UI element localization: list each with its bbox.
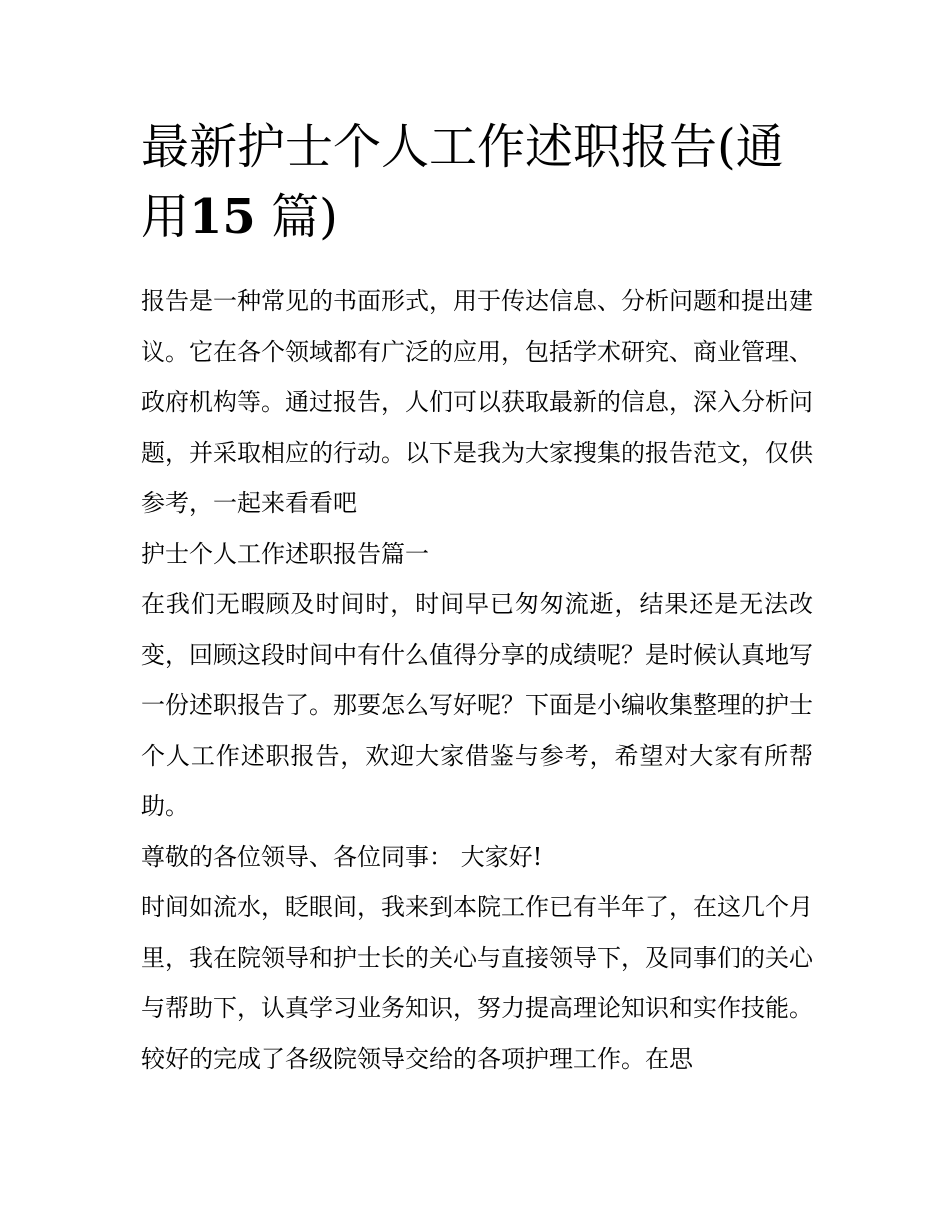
document-title [141,112,813,252]
intro-paragraph: 报告是一种常见的书面形式，用于传达信息、分析问题和提出建议。它在各个领域都有广泛的应用，包括学术研究、商业管理、政府机构等。通过报告，人们可以获取最新的信息，深入分析问题，并采取相应的行动。以下是我为大家搜集的报告范文，仅供参考，一起来看看吧 [141,287,813,517]
title-suffix: 篇) [271,189,338,245]
body-paragraph: 在我们无暇顾及时间时，时间早已匆匆流逝，结果还是无法改变，回顾这段时间中有什么值得分享的成绩呢？是时候认真地写一份述职报告了。那要怎么写好呢？下面是小编收集整理的护士个人工作述职报告，欢迎大家借鉴与参考，希望对大家有所帮助。 [141,590,813,820]
title-text: 最新护士个人工作述职报告(通用 [141,119,784,245]
document-body [141,276,813,1084]
document-content [141,112,813,1084]
greeting-paragraph: 尊敬的各位领导、各位同事： 大家好! [141,842,543,871]
title-number: 15 [189,189,256,245]
section-heading: 护士个人工作述职报告篇一 [141,539,429,568]
body-paragraph: 时间如流水，眨眼间，我来到本院工作已有半年了，在这几个月里，我在院领导和护士长的关心与直接领导下，及同事们的关心与帮助下，认真学习业务知识，努力提高理论知识和实作技能。较好的完成了各级院领导交给的各项护理工作。在思 [141,893,813,1073]
